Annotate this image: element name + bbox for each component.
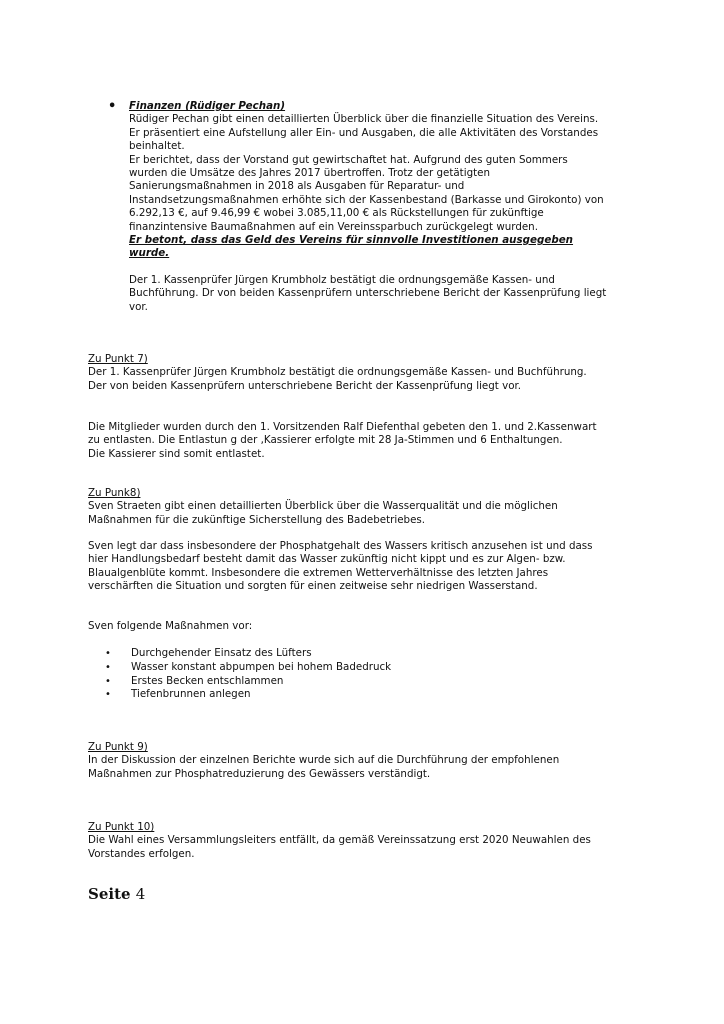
pruefer-line: vor. (129, 300, 148, 313)
punkt9-heading: Zu Punkt 9) (88, 741, 148, 753)
entlastung-line: Die Kassierer sind somit entlastet. (88, 447, 265, 460)
pruefer-line: Der 1. Kassenprüfer Jürgen Krumbholz bestätigt die ordnungsgemäße Kassen- und (129, 274, 555, 286)
bullet-icon: • (105, 676, 111, 687)
finanzen-heading: Finanzen (Rüdiger Pechan) (129, 100, 286, 112)
page-number-value: 4 (135, 885, 146, 903)
punkt10-section (88, 821, 648, 861)
finanzen-line: Sanierungsmaßnahmen in 2018 als Ausgaben für Reparatur- und (129, 180, 465, 193)
list-item (0, 647, 724, 661)
finanzen-line: 6.292,13 €, auf 9.46,99 € wobei 3.085,11,00 € als Rückstellungen für zukünftige (129, 207, 544, 220)
punkt10-heading: Zu Punkt 10) (88, 821, 155, 833)
punkt9-line: In der Diskussion der einzelnen Berichte wurde sich auf die Durchführung der empfohlenen (88, 754, 560, 767)
massnahmen-intro (88, 620, 648, 633)
bullet-icon: • (105, 648, 111, 659)
entlastung-paragraph (88, 421, 648, 461)
finanzen-emphasis: wurde. (129, 247, 170, 260)
punkt8-line: Maßnahmen für die zukünftige Sicherstellung des Badebetriebes. (88, 513, 426, 526)
punkt8-heading: Zu Punk8) (88, 487, 141, 499)
phosphat-line: verschärften die Situation und sorgten für einen zeitweise sehr niedrigen Wasserstand. (88, 580, 538, 593)
list-item (0, 675, 724, 689)
massnahmen-intro-text: Sven folgende Maßnahmen vor: (88, 620, 253, 632)
finanzen-line: Er präsentiert eine Aufstellung aller Ein- und Ausgaben, die alle Aktivitäten des Vorstandes (129, 126, 599, 139)
finanzen-line: Er berichtet, dass der Vorstand gut gewirtschaftet hat. Aufgrund des guten Sommers (129, 153, 568, 166)
finanzen-line: finanzintensive Baumaßnahmen auf ein Vereinssparbuch zurückgelegt wurden. (129, 220, 538, 233)
bullet-icon: • (108, 99, 117, 114)
punkt9-section (88, 741, 648, 781)
bullet-icon: • (105, 662, 111, 673)
punkt9-line: Maßnahmen zur Phosphatreduzierung des Gewässers verständigt. (88, 767, 431, 780)
phosphat-line: hier Handlungsbedarf besteht damit das Wasser zukünftig nicht kippt und es zur Algen- bzw. (88, 553, 566, 566)
list-item-text: Erstes Becken entschlammen (131, 675, 284, 687)
kassenpruefer-paragraph (129, 274, 649, 314)
punkt8-line: Sven Straeten gibt einen detaillierten Überblick über die Wasserqualität und die möglichen (88, 500, 558, 513)
phosphat-line: Sven legt dar dass insbesondere der Phosphatgehalt des Wassers kritisch anzusehen ist und dass (88, 540, 593, 552)
list-item (0, 688, 724, 702)
punkt7-section (88, 353, 648, 393)
bullet-icon: • (105, 689, 111, 700)
entlastung-line: Die Mitglieder wurden durch den 1. Vorsitzenden Ralf Diefenthal gebeten den 1. und 2.Kassenwart (88, 421, 597, 433)
pruefer-line: Buchführung. Dr von beiden Kassenprüfern unterschriebene Bericht der Kassenprüfung liegt (129, 287, 607, 300)
finanzen-section (129, 100, 649, 261)
finanzen-line: wurden die Umsätze des Jahres 2017 übertroffen. Trotz der getätigten (129, 167, 491, 180)
list-item-text: Wasser konstant abpumpen bei hohem Badedruck (131, 661, 392, 673)
finanzen-line: beinhaltet. (129, 140, 185, 153)
punkt10-line: Vorstandes erfolgen. (88, 847, 195, 860)
list-item (0, 661, 724, 675)
punkt8-section (88, 487, 648, 527)
punkt10-line: Die Wahl eines Versammlungsleiters entfällt, da gemäß Vereinssatzung erst 2020 Neuwahlen des (88, 834, 591, 847)
page-number (88, 885, 145, 903)
punkt7-line: Der 1. Kassenprüfer Jürgen Krumbholz bestätigt die ordnungsgemäße Kassen- und Buchführung. (88, 366, 587, 379)
finanzen-line: Rüdiger Pechan gibt einen detaillierten Überblick über die finanzielle Situation des Vereins. (129, 113, 599, 126)
phosphat-line: Blaualgenblüte kommt. Insbesondere die extremen Wetterverhältnisse des letzten Jahres (88, 566, 549, 579)
page-label: Seite (88, 885, 131, 903)
punkt7-heading: Zu Punkt 7) (88, 353, 148, 365)
finanzen-line: Instandsetzungsmaßnahmen erhöhte sich der Kassenbestand (Barkasse und Girokonto) von (129, 193, 604, 206)
list-item-text: Durchgehender Einsatz des Lüfters (131, 647, 312, 659)
entlastung-line: zu entlasten. Die Entlastun g der ,Kassierer erfolgte mit 28 Ja-Stimmen und 6 Enthaltungen. (88, 434, 563, 447)
list-item-text: Tiefenbrunnen anlegen (131, 688, 251, 700)
phosphat-paragraph (88, 540, 648, 594)
punkt7-line: Der von beiden Kassenprüfern unterschriebene Bericht der Kassenprüfung liegt vor. (88, 379, 522, 392)
finanzen-emphasis: Er betont, dass das Geld des Vereins für sinnvolle Investitionen ausgegeben (129, 234, 574, 247)
